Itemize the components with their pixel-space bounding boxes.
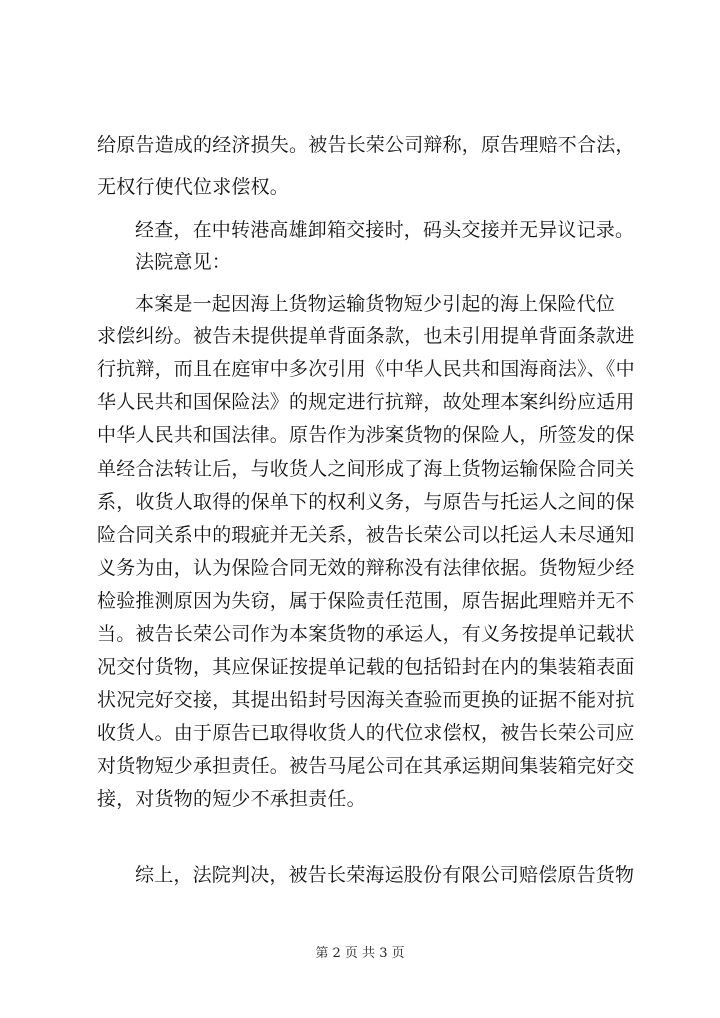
text-line: 系，收货人取得的保单下的权利义务，与原告与托运人之间的保 (97, 491, 635, 513)
text-line: 华人民共和国保险法》的规定进行抗辩，故处理本案纠纷应适用 (97, 391, 635, 413)
text-line: 当。被告长荣公司作为本案货物的承运人，有义务按提单记载状 (97, 623, 635, 645)
text-line: 收货人。由于原告已取得收货人的代位求偿权，被告长荣公司应 (97, 722, 635, 744)
text-line: 对货物短少承担责任。被告马尾公司在其承运期间集装箱完好交 (97, 755, 635, 777)
text-line: 状况完好交接，其提出铅封号因海关查验而更换的证据不能对抗 (97, 689, 635, 711)
text-line: 义务为由，认为保险合同无效的辩称没有法律依据。货物短少经 (97, 557, 635, 579)
text-line: 检验推测原因为失窃，属于保险责任范围，原告据此理赔并无不 (97, 590, 635, 612)
text-line: 综上，法院判决，被告长荣海运股份有限公司赔偿原告货物 (135, 864, 635, 886)
text-line: 险合同关系中的瑕疵并无关系，被告长荣公司以托运人未尽通知 (97, 524, 635, 546)
page-number: 第 2 页 共 3 页 (315, 946, 405, 961)
text-line: 求偿纠纷。被告未提供提单背面条款，也未引用提单背面条款进 (97, 325, 635, 347)
text-line: 行抗辩，而且在庭审中多次引用《中华人民共和国海商法》、《中 (97, 358, 635, 380)
text-line: 况交付货物，其应保证按提单记载的包括铅封在内的集装箱表面 (97, 656, 635, 678)
text-line: 中华人民共和国法律。原告作为涉案货物的保险人，所签发的保 (97, 424, 635, 446)
text-line: 单经合法转让后，与收货人之间形成了海上货物运输保险合同关 (97, 458, 635, 480)
text-line: 接，对货物的短少不承担责任。 (97, 788, 366, 810)
text-line: 经查，在中转港高雄卸箱交接时，码头交接并无异议记录。 (135, 219, 635, 241)
section-heading: 法院意见： (135, 251, 232, 273)
text-line: 无权行使代位求偿权。 (97, 176, 290, 198)
text-line: 本案是一起因海上货物运输货物短少引起的海上保险代位 (135, 293, 616, 315)
text-line: 给原告造成的经济损失。被告长荣公司辩称，原告理赔不合法， (97, 134, 635, 156)
